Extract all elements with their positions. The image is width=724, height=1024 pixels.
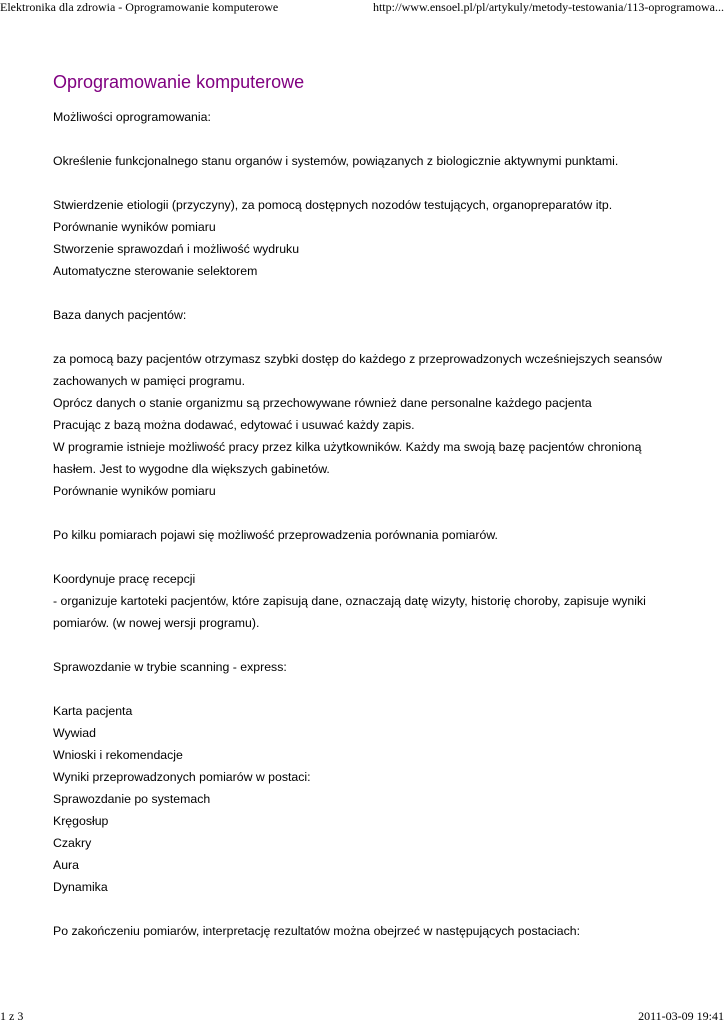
page-number: 1 z 3 [0,1009,24,1023]
paragraph: Po kilku pomiarach pojawi się możliwość przeprowadzenia porównania pomiarów. [53,528,498,542]
paragraph: Sprawozdanie w trybie scanning - express: [53,660,287,674]
article-body [53,106,673,942]
list-item: Wywiad [53,726,96,740]
paragraph: Baza danych pacjentów: [53,308,187,322]
paragraph: W programie istnieje możliwość pracy przez kilka użytkowników. Każdy ma swoją bazę pacjentów chronioną hasłem. Jest to wygodne dla większych gabinetów. [53,440,642,476]
list-item: Kręgosłup [53,814,109,828]
page-title: Oprogramowanie komputerowe [53,72,305,92]
paragraph: Koordynuje pracę recepcji [53,572,196,586]
list-item: Wnioski i rekomendacje [53,748,183,762]
paragraph: Porównanie wyników pomiaru [53,484,216,498]
paragraph: Możliwości oprogramowania: [53,110,211,124]
paragraph: Porównanie wyników pomiaru [53,220,216,234]
paragraph: Stworzenie sprawozdań i możliwość wydruku [53,242,300,256]
paragraph: za pomocą bazy pacjentów otrzymasz szybki dostęp do każdego z przeprowadzonych wcześniejszych seansów zachowanych w pamięci programu. [53,352,662,388]
print-header [0,0,724,14]
paragraph: Automatyczne sterowanie selektorem [53,264,258,278]
header-page-title: Elektronika dla zdrowia - Oprogramowanie komputerowe [0,0,279,14]
paragraph: Stwierdzenie etiologii (przyczyny), za pomocą dostępnych nozodów testujących, organopreparatów itp. [53,198,613,212]
list-item: Karta pacjenta [53,704,133,718]
paragraph: Po zakończeniu pomiarów, interpretację rezultatów można obejrzeć w następujących postaciach: [53,924,580,938]
list-item: Sprawozdanie po systemach [53,792,211,806]
paragraph: Pracując z bazą można dodawać, edytować i usuwać każdy zapis. [53,418,415,432]
list-item: Wyniki przeprowadzonych pomiarów w postaci: [53,770,311,784]
print-timestamp: 2011-03-09 19:41 [638,1009,724,1023]
list-item: Dynamika [53,880,108,894]
paragraph: Określenie funkcjonalnego stanu organów i systemów, powiązanych z biologicznie aktywnymi punktami. [53,154,619,168]
print-footer [0,1009,724,1023]
list-item: Czakry [53,836,92,850]
list-item: Aura [53,858,79,872]
header-url: http://www.ensoel.pl/pl/artykuly/metody-testowania/113-oprogramowa... [372,0,724,14]
paragraph: Oprócz danych o stanie organizmu są przechowywane również dane personalne każdego pacjenta [53,396,592,410]
paragraph: - organizuje kartoteki pacjentów, które zapisują dane, oznaczają datę wizyty, historię choroby, zapisuje wyniki pomiarów. (w nowej wersji programu). [53,594,646,630]
